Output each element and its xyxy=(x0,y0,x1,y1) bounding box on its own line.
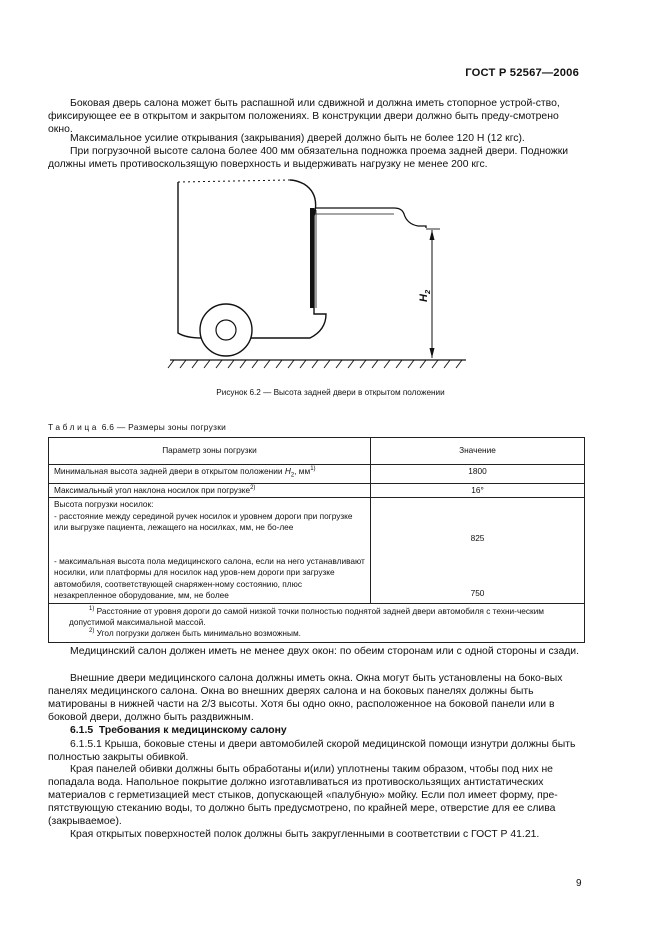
document-header: ГОСТ Р 52567—2006 xyxy=(465,67,579,79)
vehicle-body-outline xyxy=(178,180,326,338)
paragraph-footboard: При погрузочной высоте салона более 400 мм обязательна подножка проема задней двери. Подножки должны иметь противоскользящую поверхность и выдерживать нагрузку не менее 200 кгс. xyxy=(48,146,569,170)
table-row xyxy=(49,484,585,498)
row-param: Максимальный угол наклона носилок при погрузке$^{2)}$ xyxy=(49,484,371,498)
paragraph-6-1-5-1: 6.1.5.1 Крыша, боковые стены и двери автомобилей скорой медицинской помощи изнутри должны быть полностью закрыты обивкой. xyxy=(48,739,576,763)
row-value: 16° xyxy=(371,484,585,498)
paragraph-windows: Медицинский салон должен иметь не менее двух окон: по обеим сторонам или с одной стороны и сзади. xyxy=(70,646,579,657)
vehicle-roof-outline xyxy=(178,180,290,182)
header-value: Значение xyxy=(371,438,585,465)
paragraph-door-windows: Внешние двери медицинского салона должны иметь окна. Окна могут быть установлены на боко-вых панелях медицинского салона. Окна во внешних дверях салона и на боковых панелях должны быть матированы в нижней части на 2/3 высоты. Хотя бы одно окно, расположенное на боковой панели или в боковой двери, должно быть раздвижным. xyxy=(48,673,563,723)
table-footnotes xyxy=(49,603,585,642)
loading-zone-table xyxy=(48,437,585,643)
table-footnotes-row xyxy=(49,603,585,642)
row-param: Минимальная высота задней двери в открытом положении $H_2$, $мм^{1)}$ xyxy=(49,465,371,484)
table-row xyxy=(49,498,585,603)
footnote-2: $^{2)}$ Угол погрузки должен быть минимально возможным. xyxy=(89,628,301,639)
paragraph-door-force: Максимальное усилие открывания (закрывания) дверей должно быть не более 120 Н (12 кгс). xyxy=(70,133,525,144)
open-rear-door xyxy=(316,208,426,228)
footnote-1: $^{1)}$ Расстояние от уровня дороги до самой низкой точки полностью поднятой задней двери автомобиля с техни-ческим допустимой максимальной массой. xyxy=(69,605,544,627)
page-number: 9 xyxy=(576,878,582,889)
row-value: 1800 xyxy=(371,465,585,484)
dimension-label-h2: $H_2$ xyxy=(418,289,432,302)
paragraph-side-door: Боковая дверь салона может быть распашной или сдвижной и должна иметь стопорное устрой-ство, фиксирующее ее в открытом и закрытом положениях. В конструкции двери должно быть преду-смотрено окно. xyxy=(48,98,560,135)
section-heading: 6.1.5 Требования к медицинскому салону xyxy=(70,725,287,736)
paragraph-upholstery: Края панелей обивки должны быть обработаны и(или) уплотнены таким образом, чтобы под них не попадала вода. Напольное покрытие должно изготавливаться из противоскользящих антистатических материалов с герметизацией мест стыков, допускающей «палубную» мойку. Если пол имеет форму, пре-пятствующую стеканию воды, то должно быть предусмотрено, по крайней мере, отверстие для ее слива (закрываемое). xyxy=(48,764,558,827)
figure-caption: Рисунок 6.2 — Высота задней двери в открытом положении xyxy=(216,388,445,397)
wheel-inner xyxy=(216,320,236,340)
table-caption: Таблица 6.6 — Размеры зоны погрузки xyxy=(48,422,227,432)
header-parameter: Параметр зоны погрузки xyxy=(49,438,371,465)
rear-door-pillar xyxy=(310,208,315,308)
table-row xyxy=(49,465,585,484)
figure-rear-door-height xyxy=(150,178,490,378)
ground-hatch xyxy=(168,360,462,368)
paragraph-shelves: Края открытых поверхностей полок должны быть закругленными в соответствии с ГОСТ Р 41.21. xyxy=(70,829,540,840)
table-header-row xyxy=(49,438,585,465)
row-param: Высота погрузки носилок: - расстояние между серединой ручек носилок и уровнем дороги при погрузке или выгрузке пациента, лежащего на носилках, мм, не бо-лее - максимальная высота пола медицинского салона, если на него устанавливают носилки, или платформы для носилок над уров-нем дороги при загрузке автомобиля, соответствующей снаряжен-ному состоянию, плюс незакрепленное оборудование, мм, не более xyxy=(49,498,371,603)
row-values: 825 750 xyxy=(371,498,585,603)
